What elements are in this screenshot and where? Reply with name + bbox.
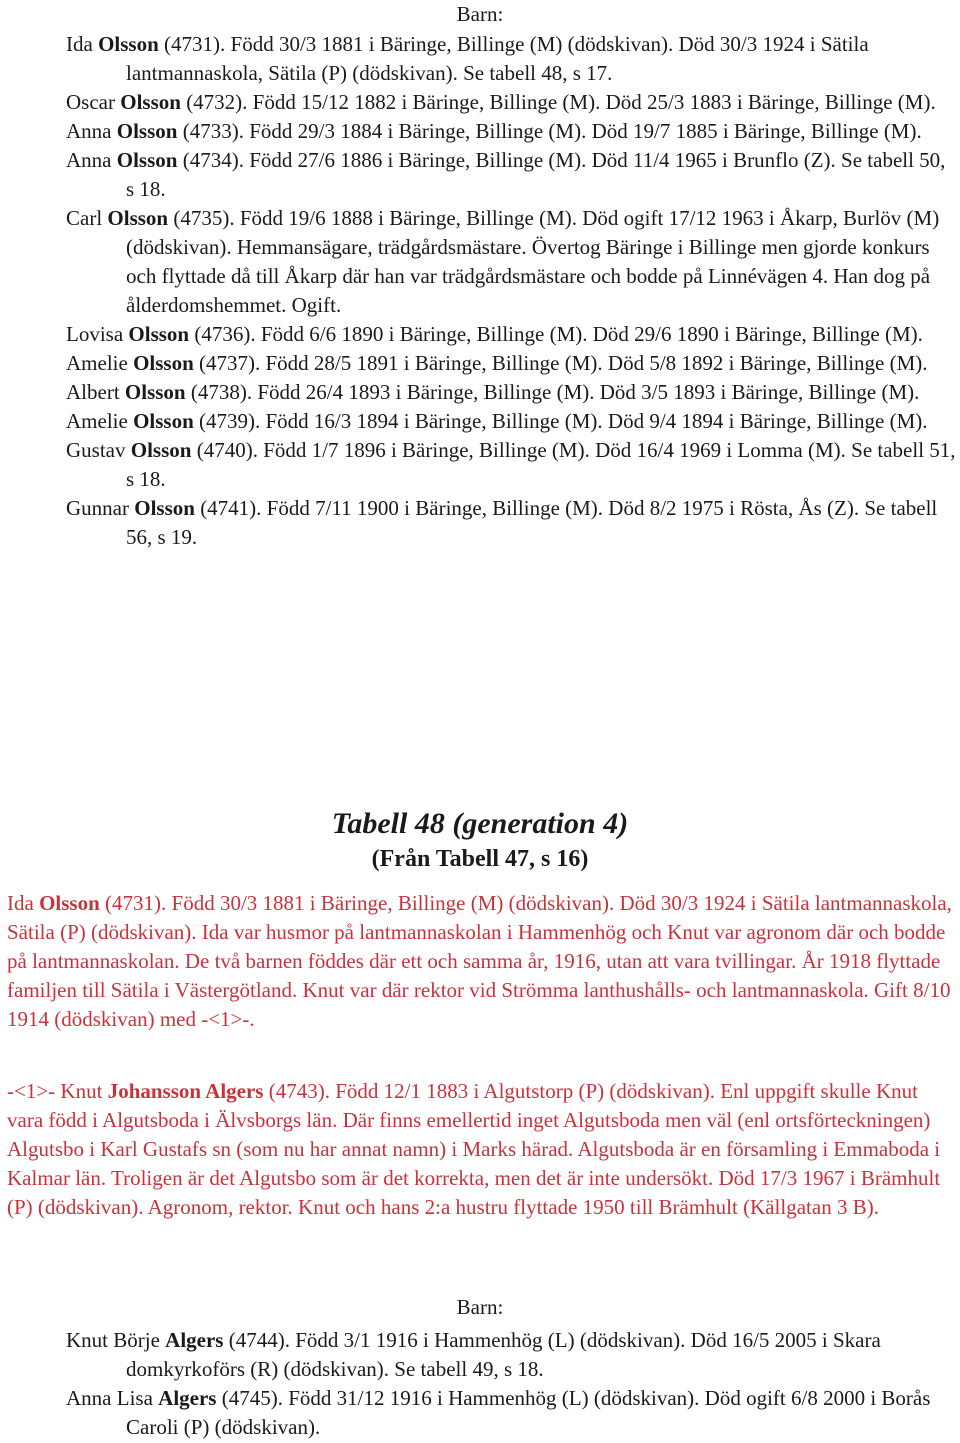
table-title: Tabell 48 (generation 4) bbox=[331, 807, 629, 840]
spouse-paragraph: -<1>- Knut Johansson Algers (4743). Född 12/1 1883 i Algutstorp (P) (dödskivan). Enl uppgift skulle Knut vara född i Algutsboda i Älvsborgs län. Där finns emellertid inget Algutsboda men väl (enl ortsförteckningen) Algutsbo i Karl Gustafs sn (som nu har annat namn) i Marks härad. Algutsboda är en församling i Emmaboda i Kalmar län. Troligen är det Algutsbo som är det korrekta, men det är inte undersökt. Död 17/3 1967 i Brämhult (P) (dödskivan). Agronom, rektor. Knut och hans 2:a hustru flyttade 1950 till Brämhult (Källgatan 3 B). bbox=[7, 1079, 941, 1219]
table-subtitle: (Från Tabell 47, s 16) bbox=[371, 846, 589, 872]
table-heading-block bbox=[0, 805, 960, 875]
children-list-top bbox=[66, 30, 956, 552]
list-item: Lovisa Olsson (4736). Född 6/6 1890 i Bäringe, Billinge (M). Död 29/6 1890 i Bäringe, Billinge (M). bbox=[66, 322, 923, 346]
list-item: Anna Olsson (4733). Född 29/3 1884 i Bäringe, Billinge (M). Död 19/7 1885 i Bäringe, Billinge (M). bbox=[66, 119, 922, 143]
list-item: Anna Olsson (4734). Född 27/6 1886 i Bäringe, Billinge (M). Död 11/4 1965 i Brunflo (Z). Se tabell 50, s 18. bbox=[66, 148, 946, 201]
list-item: Carl Olsson (4735). Född 19/6 1888 i Bäringe, Billinge (M). Död ogift 17/12 1963 i Åkarp, Burlöv (M) (dödskivan). Hemmansägare, trädgårdsmästare. Övertog Bäringe i Billinge men gjorde konkurs och flyttade då till Åkarp där han var trädgårdsmästare och bodde på Linnévägen 4. Han dog på ålderdomshemmet. Ogift. bbox=[66, 206, 940, 317]
children-list-bottom bbox=[66, 1326, 956, 1442]
list-item: Knut Börje Algers (4744). Född 3/1 1916 i Hammenhög (L) (dödskivan). Död 16/5 2005 i Skara domkyrkoförs (R) (dödskivan). Se tabell 49, s 18. bbox=[66, 1328, 881, 1381]
barn-label-top: Barn: bbox=[456, 2, 504, 26]
list-item: Albert Olsson (4738). Född 26/4 1893 i Bäringe, Billinge (M). Död 3/5 1893 i Bäringe, Billinge (M). bbox=[66, 380, 920, 404]
list-item: Amelie Olsson (4739). Född 16/3 1894 i Bäringe, Billinge (M). Död 9/4 1894 i Bäringe, Billinge (M). bbox=[66, 409, 928, 433]
main-person-paragraph: Ida Olsson (4731). Född 30/3 1881 i Bäringe, Billinge (M) (dödskivan). Död 30/3 1924 i Sätila lantmannaskola, Sätila (P) (dödskivan). Ida var husmor på lantmannaskolan i Hammenhög och Knut var agronom där och bodde på lantmannaskolan. De två barnen föddes där ett och samma år, 1916, utan att vara tvillingar. År 1918 flyttade familjen till Sätila i Västergötland. Knut var där rektor vid Strömma lanthushålls- och lantmannaskola. Gift 8/10 1914 (dödskivan) med -<1>-. bbox=[7, 891, 952, 1031]
list-item: Amelie Olsson (4737). Född 28/5 1891 i Bäringe, Billinge (M). Död 5/8 1892 i Bäringe, Billinge (M). bbox=[66, 351, 928, 375]
list-item: Gustav Olsson (4740). Född 1/7 1896 i Bäringe, Billinge (M). Död 16/4 1969 i Lomma (M). Se tabell 51, s 18. bbox=[66, 438, 956, 491]
list-item: Oscar Olsson (4732). Född 15/12 1882 i Bäringe, Billinge (M). Död 25/3 1883 i Bäringe, Billinge (M). bbox=[66, 90, 936, 114]
list-item: Gunnar Olsson (4741). Född 7/11 1900 i Bäringe, Billinge (M). Död 8/2 1975 i Rösta, Ås (Z). Se tabell 56, s 19. bbox=[66, 496, 938, 549]
list-item: Ida Olsson (4731). Född 30/3 1881 i Bäringe, Billinge (M) (dödskivan). Död 30/3 1924 i Sätila lantmannaskola, Sätila (P) (dödskivan). Se tabell 48, s 17. bbox=[66, 32, 869, 85]
barn-label-bottom: Barn: bbox=[456, 1295, 504, 1319]
list-item: Anna Lisa Algers (4745). Född 31/12 1916 i Hammenhög (L) (dödskivan). Död ogift 6/8 2000 i Borås Caroli (P) (dödskivan). bbox=[66, 1386, 931, 1439]
